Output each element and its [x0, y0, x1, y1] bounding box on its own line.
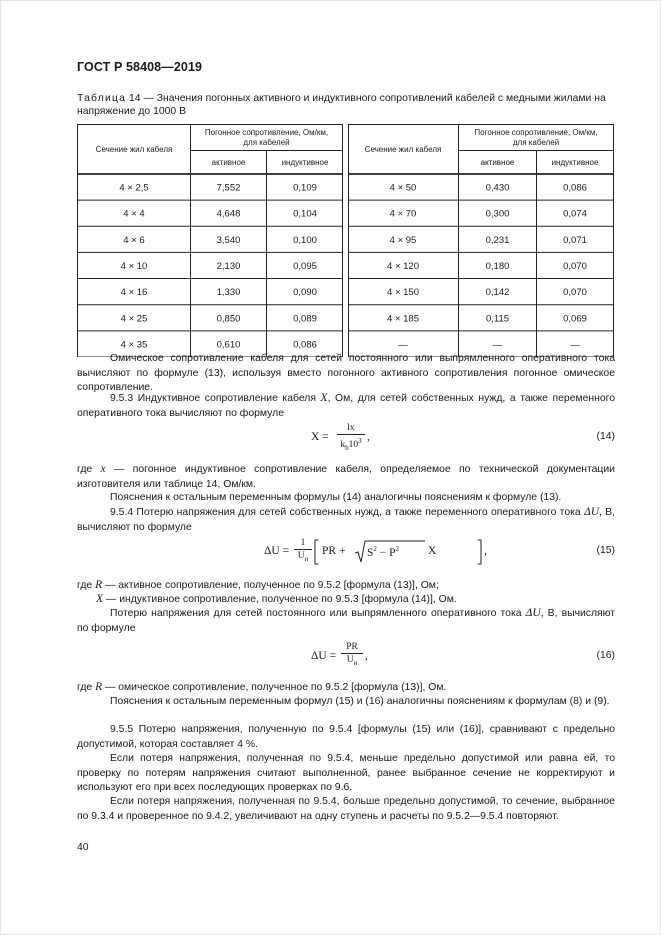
eq15-den-u: U — [297, 551, 305, 561]
eq15-numerator: 1 — [300, 538, 306, 548]
eq16-fraction — [341, 642, 363, 669]
header-resistance-right: Погонное сопротивление, Ом/км, для кабелей — [474, 128, 598, 147]
eq14-den-rest: 10 — [348, 440, 359, 451]
cell-right-section: 4 × 50 — [389, 182, 417, 194]
cell-left-section: 4 × 16 — [120, 287, 148, 299]
eq15-den-sub: н — [304, 554, 309, 563]
cell-right-active: 0,430 — [485, 182, 510, 194]
cell-right-inductive: 0,069 — [563, 313, 587, 325]
cell-right-active: 0,300 — [485, 208, 510, 220]
table-grid — [77, 124, 614, 357]
eq14-den-sub: h — [345, 444, 349, 453]
eq14-fraction — [337, 423, 365, 454]
cell-right-active: — — [492, 339, 503, 351]
eq15-root-sup2: 2 — [395, 545, 400, 553]
cell-right-inductive: 0,070 — [563, 287, 587, 299]
eq15-root-s: S — [367, 546, 374, 559]
paragraph-loss-within-limit: Если потеря напряжения, полученная по 9.5.4, меньше предельно допустимой или равна ей, то проверку по потерям напряжения считают выполненной, ранее выбранное сечение не корректируют и используют его при всех последующих проверках по 9.6. — [77, 753, 615, 794]
equation-number-14: (14) — [596, 431, 615, 442]
equation-number-15: (15) — [596, 545, 615, 556]
cell-left-active: 2,130 — [216, 260, 241, 272]
cell-left-section: 4 × 10 — [120, 260, 148, 272]
p5-text-a: 9.5.4 Потерю напряжения для сетей собственных нужд, а также переменного оперативного тока — [110, 507, 584, 518]
p2-text-a: 9.5.3 Индуктивное сопротивление кабеля — [110, 393, 321, 404]
cell-right-section: 4 × 70 — [389, 208, 417, 220]
cell-left-inductive: 0,086 — [293, 339, 317, 351]
paragraph-loss-exceeds-limit: Если потеря напряжения, полученная по 9.5.4, больше предельно допустимой, то сечение, выбранное по 9.3.4 и проверенное по 9.4.2, увеличивают на одну ступень и расчеты по 9.5.2—9.5.4 повторяют. — [77, 796, 615, 822]
cell-left-inductive: 0,109 — [293, 182, 317, 194]
eq16-denominator — [341, 653, 363, 669]
equation-16 — [77, 643, 615, 671]
paragraph-where-r-ohmic — [77, 680, 615, 696]
eq16-lhs: ΔU = — [311, 650, 337, 662]
eq15-root — [367, 545, 399, 559]
paragraph-9-5-3 — [77, 391, 615, 421]
header-inductive-left: индуктивное — [281, 158, 329, 167]
cell-right-inductive: 0,070 — [563, 260, 587, 272]
cell-left-section: 4 × 6 — [123, 234, 145, 246]
p2-symbol: X — [320, 392, 328, 404]
eq15-x: X — [428, 545, 437, 557]
paragraph-dc-voltage-loss — [77, 606, 615, 636]
cell-right-section: — — [398, 339, 408, 351]
header-resistance-left: Погонное сопротивление, Ом/км, для кабелей — [204, 128, 329, 147]
p8-symbol: ΔU — [525, 607, 541, 619]
cell-right-inductive: 0,086 — [563, 182, 587, 194]
header-active-right: активное — [480, 158, 515, 167]
eq16-numerator: PR — [346, 642, 358, 652]
eq15-pr: PR + — [322, 545, 346, 557]
table-caption — [77, 92, 615, 118]
equation-14 — [77, 424, 615, 452]
cell-left-active: 4,648 — [216, 208, 241, 220]
p6-text-a: где — [77, 580, 96, 591]
paragraph-explanations-14: Пояснения к остальным переменным формулы (14) аналогичны пояснениям к формуле (13). — [110, 492, 562, 503]
eq15-denominator — [294, 549, 312, 565]
cell-left-inductive: 0,095 — [293, 260, 317, 272]
paragraph-where-x — [77, 462, 615, 492]
eq15-lhs: ΔU = — [264, 545, 290, 557]
header-section-right: Сечение жил кабеля — [364, 145, 442, 154]
header-active-left: активное — [211, 158, 246, 167]
cell-right-inductive: 0,074 — [563, 208, 587, 220]
paragraph-9-5-5: 9.5.5 Потерю напряжения, полученную по 9.5.4 [формулы (15) или (16)], сравнивают с предельно допустимой, которая составляет 4 %. — [77, 724, 615, 750]
p3-text-b: — погонное индуктивное сопротивление кабеля, определяемое по технической документации изготовителя или таблице 14, Ом/км. — [77, 464, 615, 490]
cell-right-inductive: 0,071 — [563, 234, 587, 246]
eq16-den-u: U — [346, 655, 354, 665]
cell-right-active: 0,180 — [485, 260, 510, 272]
equation-15 — [77, 538, 615, 566]
cell-left-active: 0,610 — [216, 339, 241, 351]
table-caption-text: 14 — Значения погонных активного и индуктивного сопротивлений кабелей с медными жилами на напряжение до 1000 В — [77, 93, 606, 117]
p3-text-a: где — [77, 464, 101, 475]
p3-symbol: x — [100, 463, 106, 475]
p9-text-b: — омическое сопротивление, полученное по 9.5.2 [формула (13)], Ом. — [102, 682, 447, 693]
table-cells — [119, 183, 587, 351]
cell-right-section: 4 × 95 — [389, 234, 417, 246]
p5-text-b: , В, вычисляют по формуле — [77, 507, 615, 533]
cell-left-inductive: 0,100 — [293, 234, 317, 246]
document-code: ГОСТ Р 58408—2019 — [77, 60, 203, 74]
eq16-tail: , — [365, 650, 368, 662]
cable-resistance-table — [77, 124, 614, 357]
cell-right-inductive: — — [570, 339, 580, 351]
eq14-denominator — [337, 434, 365, 454]
p8-text-b: , В, вычисляют по формуле — [77, 608, 615, 634]
eq14-lhs: X = — [311, 431, 329, 443]
p5-symbol: ΔU — [583, 506, 600, 518]
p7-symbol: X — [96, 593, 104, 605]
cell-right-active: 0,115 — [485, 313, 510, 325]
cell-left-active: 0,850 — [216, 313, 241, 325]
formula-14 — [311, 424, 451, 452]
p2-text-b: , Ом, для сетей собственных нужд, а также переменного оперативного тока вычисляют по формуле — [77, 393, 616, 419]
formula-15 — [264, 538, 487, 568]
paragraph-9-5-4 — [77, 505, 615, 535]
cell-left-active: 3,540 — [216, 234, 241, 246]
p6-symbol: R — [95, 579, 103, 591]
cell-right-active: 0,231 — [485, 234, 510, 246]
row-lines — [77, 200, 614, 331]
header-inductive-right: индуктивное — [551, 158, 599, 167]
eq15-root-minus: − P — [376, 546, 396, 559]
cell-left-inductive: 0,104 — [293, 208, 317, 220]
cell-right-section: 4 × 150 — [387, 287, 419, 299]
cell-left-inductive: 0,090 — [293, 287, 317, 299]
eq16-den-sub: н — [353, 658, 358, 667]
p6-text-b: — активное сопротивление, полученное по 9.5.2 [формула (13)], Ом; — [102, 580, 439, 591]
page-number: 40 — [77, 842, 89, 853]
cell-left-section: 4 × 25 — [120, 313, 148, 325]
header-section-left: Сечение жил кабеля — [95, 145, 173, 154]
paragraph-ohmic-resistance: Омическое сопротивление кабеля для сетей постоянного или выпрямленного оперативного тока вычисляют по формуле (13), используя вместо погонного активного сопротивления погонное омическое сопротивление. — [77, 353, 615, 394]
cell-left-section: 4 × 4 — [123, 208, 145, 220]
cell-left-section: 4 × 2,5 — [119, 182, 149, 194]
cell-left-section: 4 × 35 — [120, 339, 148, 351]
cell-right-active: 0,142 — [485, 287, 510, 299]
eq14-tail: , — [367, 431, 370, 443]
p9-text-a: где — [77, 682, 96, 693]
eq14-den-k: k — [340, 440, 346, 451]
eq15-root-sup1: 2 — [373, 545, 377, 553]
table-caption-label: Таблица — [77, 93, 127, 104]
eq15-tail: , — [484, 545, 487, 557]
cell-left-active: 1,330 — [216, 287, 241, 299]
equation-number-16: (16) — [596, 650, 615, 661]
paragraph-explanations-15-16: Пояснения к остальным переменным формул (15) и (16) аналогичны пояснениям к формулам (8) и (9). — [110, 696, 610, 707]
eq14-numerator: lx — [347, 423, 355, 433]
cell-left-active: 7,552 — [216, 182, 241, 194]
cell-right-section: 4 × 185 — [387, 313, 419, 325]
eq14-den-sup: 3 — [358, 437, 362, 445]
cell-right-section: 4 × 120 — [387, 260, 419, 272]
formula-16 — [311, 643, 451, 671]
p9-symbol: R — [95, 681, 103, 693]
cell-left-inductive: 0,089 — [293, 313, 317, 325]
eq15-fraction — [294, 538, 312, 565]
p7-text-b: — индуктивное сопротивление, полученное по 9.5.3 [формула (14)], Ом. — [103, 594, 457, 605]
p8-text-a: Потерю напряжения для сетей постоянного или выпрямленного оперативного тока — [110, 608, 526, 619]
